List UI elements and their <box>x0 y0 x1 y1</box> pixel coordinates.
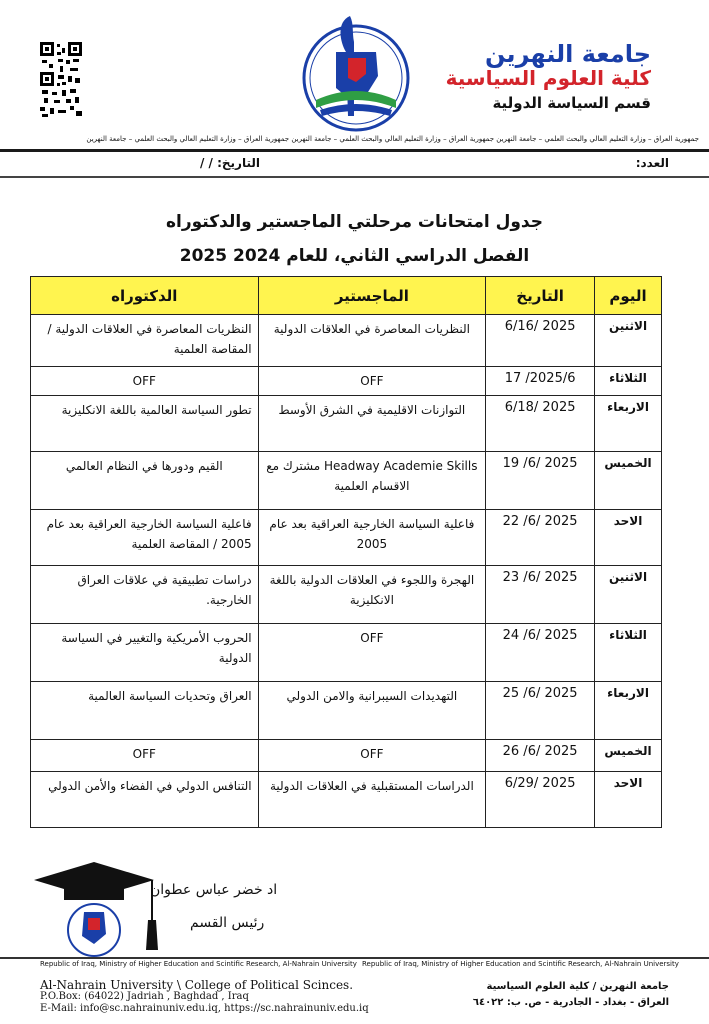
cell-master: التوازنات الاقليمية في الشرق الأوسط <box>258 396 486 452</box>
table-row <box>31 624 662 682</box>
table-row <box>31 740 662 772</box>
header-master: الماجستير <box>258 277 486 315</box>
cell-day: الاربعاء <box>595 396 662 452</box>
table-row <box>31 452 662 510</box>
cell-phd: OFF <box>31 740 259 772</box>
cell-master: الدراسات المستقبلية في العلاقات الدولية <box>258 772 486 828</box>
cell-day: الاربعاء <box>595 682 662 740</box>
cell-master: OFF <box>258 740 486 772</box>
table-row <box>31 772 662 828</box>
signatory-title: رئيس القسم <box>190 915 265 931</box>
cell-phd: فاعلية السياسة الخارجية العراقية بعد عام 2005 / المقاصة العلمية <box>31 510 259 566</box>
letterhead <box>0 0 709 150</box>
footer-ministry-left: Republic of Iraq, Ministry of Higher Education and Scintific Research, Al-Nahrain University <box>40 960 357 968</box>
reference-number-label: العدد: <box>635 156 669 170</box>
footer-address-en <box>40 979 369 1015</box>
qr-code-icon <box>40 42 82 118</box>
header-date: التاريخ <box>486 277 595 315</box>
date-label: التاريخ: / / <box>199 156 260 170</box>
cell-date: 2025 /6/ 22 <box>486 510 595 566</box>
table-row <box>31 315 662 367</box>
table-row <box>31 367 662 396</box>
cell-master: الهجرة واللجوء في العلاقات الدولية باللغة الانكليزية <box>258 566 486 624</box>
footer-college-ar: جامعة النهرين / كلية العلوم السياسية <box>486 981 669 992</box>
cell-phd: الحروب الأمريكية والتغيير في السياسة الدولية <box>31 624 259 682</box>
reference-divider <box>0 176 709 178</box>
cell-date: 2025 /6/18 <box>486 396 595 452</box>
cell-date: 2025 /6/ 23 <box>486 566 595 624</box>
exam-schedule-table <box>30 276 662 828</box>
table-row <box>31 396 662 452</box>
table-row <box>31 682 662 740</box>
footer-email: E-Mail: info@sc.nahrainuniv.edu.iq, https://sc.nahrainuniv.edu.iq <box>40 1003 369 1014</box>
header-phd: الدكتوراه <box>31 277 259 315</box>
cell-date: 2025 /6/ 19 <box>486 452 595 510</box>
cell-day: الاثنين <box>595 566 662 624</box>
document-title: جدول امتحانات مرحلتي الماجستير والدكتوراه <box>166 212 543 232</box>
cell-phd: العراق وتحديات السياسة العالمية <box>31 682 259 740</box>
document-subtitle: الفصل الدراسي الثاني، للعام 2024 2025 <box>179 246 530 266</box>
cell-day: الخميس <box>595 452 662 510</box>
cell-date: 2025 /6/16 <box>486 315 595 367</box>
cell-day: الثلاثاء <box>595 624 662 682</box>
footer-college-en: Al-Nahrain University \ College of Political Scinces. <box>40 978 354 992</box>
cell-day: الاحد <box>595 510 662 566</box>
cell-day: الخميس <box>595 740 662 772</box>
cell-phd: OFF <box>31 367 259 396</box>
college-name: كلية العلوم السياسية <box>445 66 651 90</box>
cell-date: 2025 /6/ 25 <box>486 682 595 740</box>
cell-master: النظريات المعاصرة في العلاقات الدولية <box>258 315 486 367</box>
cell-master: OFF <box>258 624 486 682</box>
cell-phd: النظريات المعاصرة في العلاقات الدولية / المقاصة العلمية <box>31 315 259 367</box>
footer-address-ar <box>473 979 669 1011</box>
graduation-cap-emblem <box>24 860 324 960</box>
table-row <box>31 510 662 566</box>
cell-phd: دراسات تطبيقية في علاقات العراق الخارجية. <box>31 566 259 624</box>
cell-day: الاثنين <box>595 315 662 367</box>
university-emblem <box>296 12 416 144</box>
cell-date: 2025 /6/29 <box>486 772 595 828</box>
ministry-strip: جمهورية العراق – وزارة التعليم العالي والبحث العلمي – جامعة النهرين جمهورية العراق – وزارة التعليم العالي والبحث العلمي – جامعة النهرين جمهورية العراق – وزارة التعليم العالي والبحث العلمي – جامعة النهرين <box>86 135 699 143</box>
header-day: اليوم <box>595 277 662 315</box>
footer-location-ar: العراق - بغداد - الجادرية - ص. ب: ٦٤٠٢٢ <box>472 997 669 1008</box>
header-divider <box>0 149 709 152</box>
footer-ministry-right: Republic of Iraq, Ministry of Higher Education and Scintific Research, Al-Nahrain University <box>362 960 679 968</box>
cell-date: 2025 /6/ 24 <box>486 624 595 682</box>
cell-date: 2025/6/ 17 <box>486 367 595 396</box>
cell-day: الثلاثاء <box>595 367 662 396</box>
cell-phd: القيم ودورها في النظام العالمي <box>31 452 259 510</box>
signatory-name: اد خضر عباس عطوان <box>150 882 278 898</box>
cell-master: التهديدات السيبرانية والامن الدولي <box>258 682 486 740</box>
cell-date: 2025 /6/ 26 <box>486 740 595 772</box>
cell-phd: تطور السياسة العالمية باللغة الانكليزية <box>31 396 259 452</box>
footer-divider <box>0 957 709 959</box>
footer-pobox: P.O.Box: (64022) Jadriah , Baghdad , Iraq <box>40 991 249 1002</box>
cell-phd: التنافس الدولي في الفضاء والأمن الدولي <box>31 772 259 828</box>
table-row <box>31 566 662 624</box>
university-name: جامعة النهرين <box>484 40 651 68</box>
department-name: قسم السياسة الدولية <box>492 94 651 112</box>
cell-day: الاحد <box>595 772 662 828</box>
table-header-row <box>31 277 662 315</box>
cell-master: فاعلية السياسة الخارجية العراقية بعد عام 2005 <box>258 510 486 566</box>
cell-master: Headway Academie Skills مشترك مع الاقسام العلمية <box>258 452 486 510</box>
cell-master: OFF <box>258 367 486 396</box>
